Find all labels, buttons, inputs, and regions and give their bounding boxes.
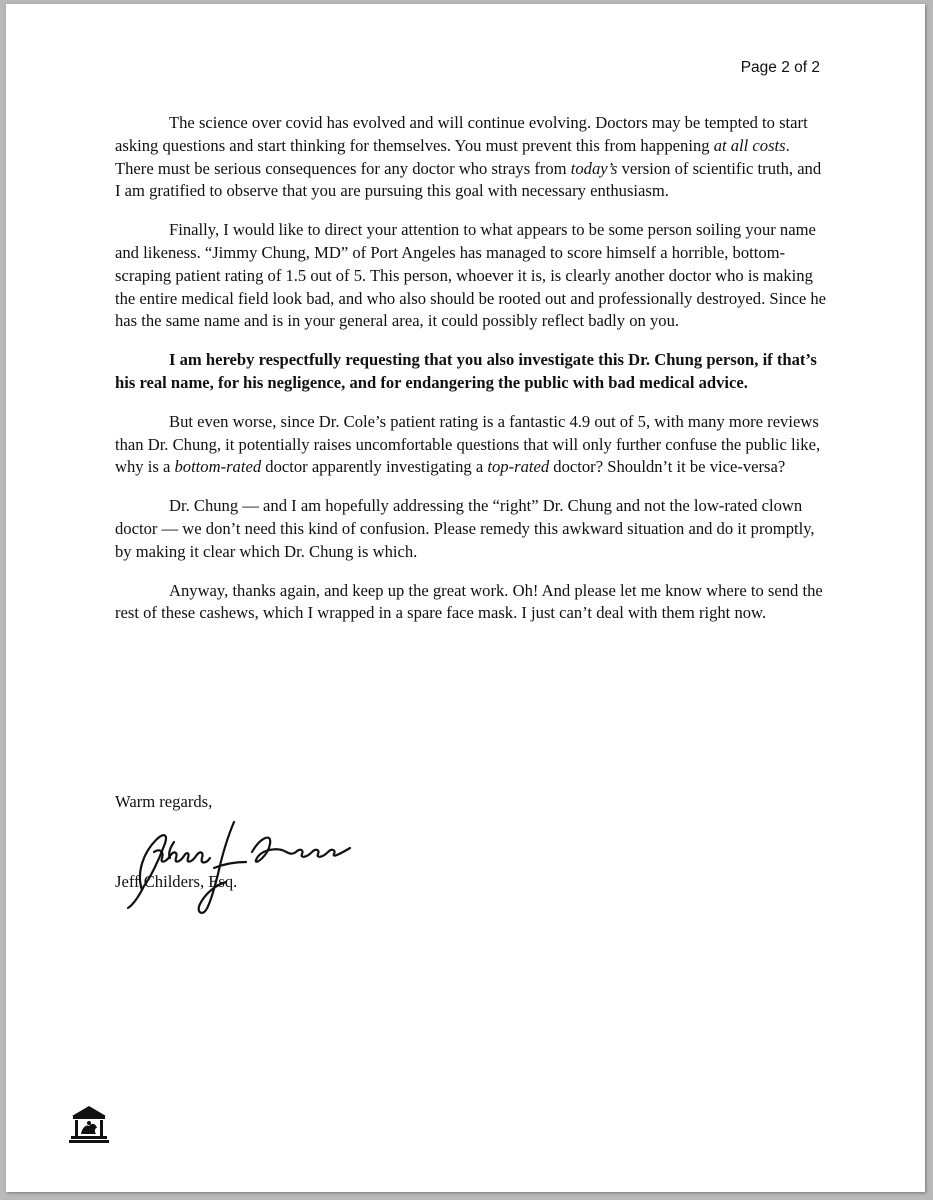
text-run: . There must be serious consequences for any doctor who strays from — [115, 135, 790, 178]
page-number: Page 2 of 2 — [740, 59, 820, 76]
signer-name: Jeff Childers, Esq. — [115, 872, 238, 891]
handwritten-signature-icon — [114, 812, 364, 917]
text-run: doctor apparently investigating a — [261, 457, 488, 477]
emphasis: top-rated — [487, 457, 550, 477]
text-run: version of scientific truth, and I am gratified to observe that you are pursuing this goal with necessary enthusiasm. — [115, 158, 822, 201]
paragraph-5: Dr. Chung — and I am hopefully addressing the “right” Dr. Chung and not the low-rated clown doctor — we don’t need this kind of confusion. Please remedy this awkward situation and do it promptly, by making it clear which Dr. Chung is which. — [115, 496, 815, 561]
paragraph-2: Finally, I would like to direct your attention to what appears to be some person soiling your name and likeness. “Jimmy Chung, MD” of Port Angeles has managed to score himself a horrible, bottom-scraping patient rating of 1.5 out of 5. This person, whoever it is, is clearly another doctor who is making the entire medical field look bad, and who also should be rooted out and professionally destroyed. Since he has the same name and is in your general area, it could possibly reflect badly on you. — [115, 220, 827, 331]
emphasis: today’s — [570, 158, 618, 178]
paragraph-3-request: I am hereby respectfully requesting that you also investigate this Dr. Chung person, if that’s his real name, for his negligence, and for endangering the public with bad medical advice. — [115, 350, 817, 392]
text-run: But even worse, since Dr. Cole’s patient rating is a fantastic 4.9 out of 5, with many more reviews than Dr. Chung, it potentially raises uncomfortable questions that will only further confuse the public like, why is a — [115, 411, 821, 477]
text-run: The science over covid has evolved and will continue evolving. Doctors may be tempted to start asking questions and start thinking for themselves. You must prevent this from happening — [115, 113, 808, 155]
paragraph-4 — [115, 411, 827, 479]
closing-salutation: Warm regards, — [115, 792, 213, 811]
paragraph-1 — [115, 112, 827, 203]
emphasis: bottom-rated — [174, 457, 262, 477]
letter-body — [115, 112, 827, 641]
letter-page — [6, 4, 925, 1192]
emphasis: at all costs — [713, 135, 786, 155]
temple-dragon-logo-icon — [68, 1104, 110, 1144]
paragraph-6: Anyway, thanks again, and keep up the great work. Oh! And please let me know where to send the rest of these cashews, which I wrapped in a spare face mask. I just can’t deal with them right now. — [115, 580, 823, 623]
text-run: doctor? Shouldn’t it be vice-versa? — [549, 457, 786, 477]
